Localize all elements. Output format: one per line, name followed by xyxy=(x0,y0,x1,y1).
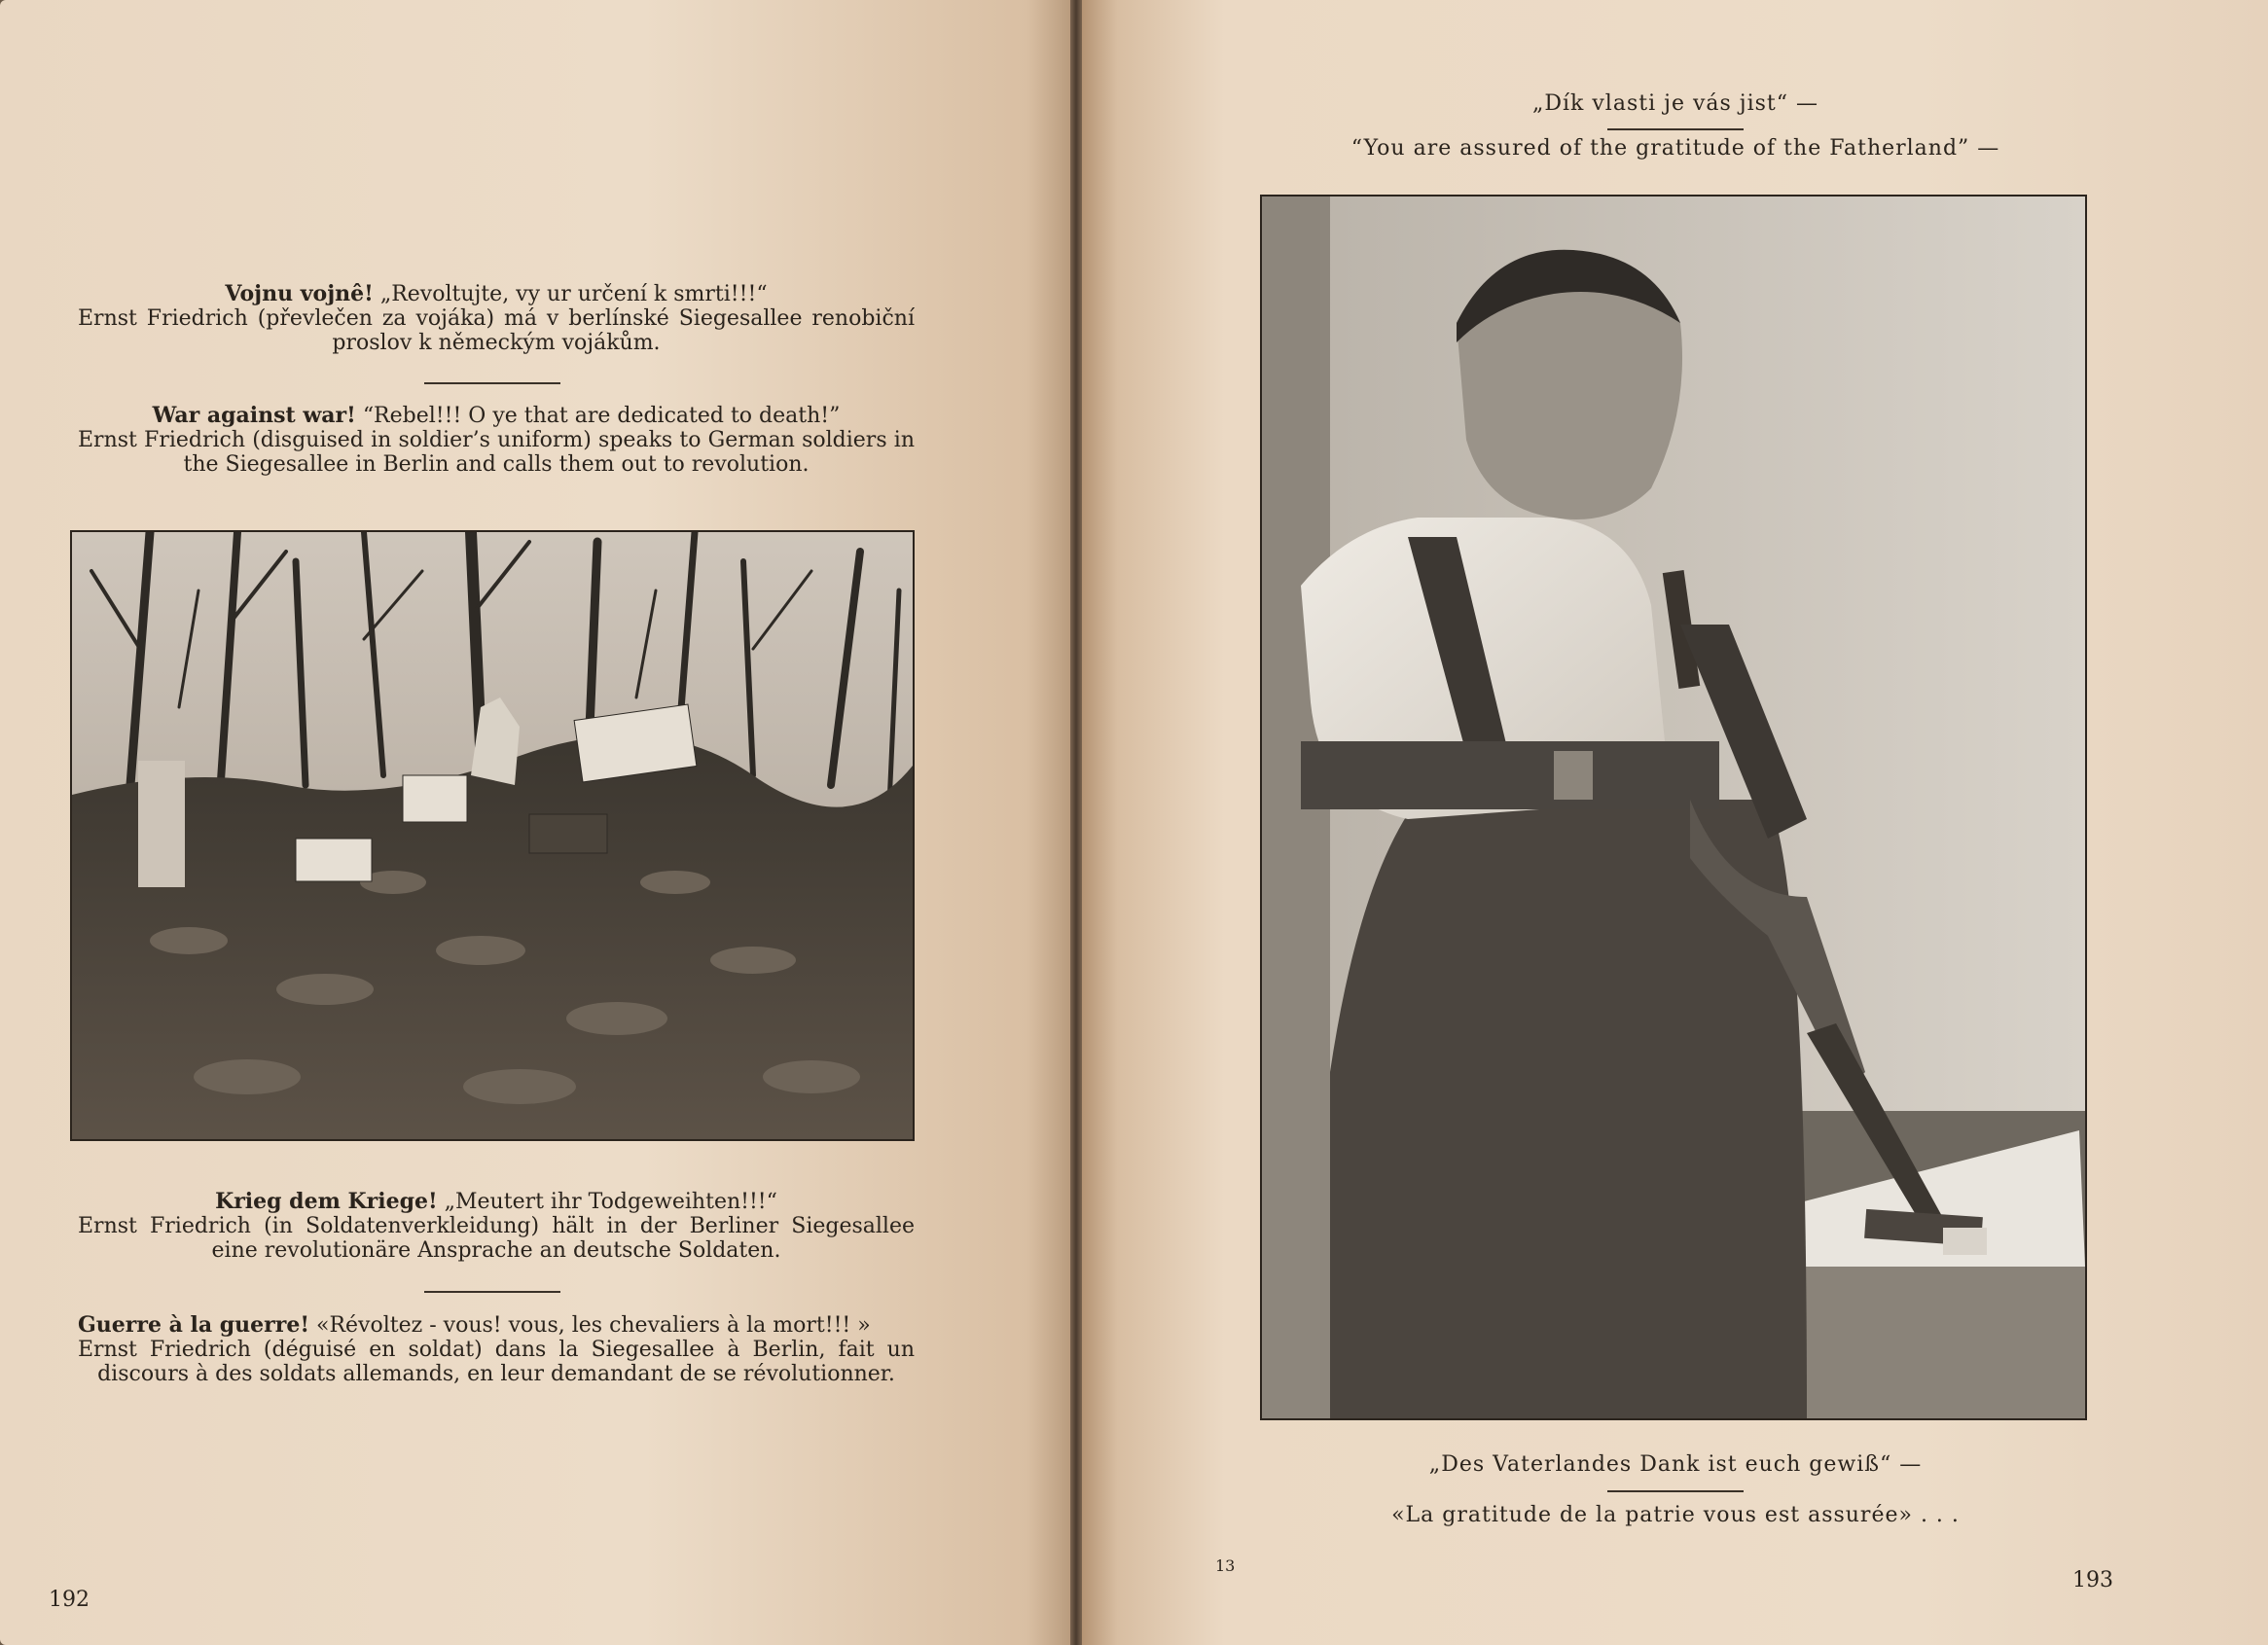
right-page xyxy=(1082,0,2268,1645)
header-czech: „Dík vlasti je vás jist“ — xyxy=(1531,91,1819,116)
crowd-photo xyxy=(70,530,915,1141)
caption-divider xyxy=(424,1291,560,1293)
german-title-bold: Krieg dem Kriege! xyxy=(215,1189,438,1214)
czech-title-rest: „Revoltujte, vy ur určení k smrti!!!“ xyxy=(379,282,768,306)
footer-german: „Des Vaterlandes Dank ist euch gewiß“ — xyxy=(1428,1452,1923,1477)
german-title xyxy=(78,1190,915,1214)
french-title-rest: «Révoltez - vous! vous, les chevaliers à la mort!!! » xyxy=(316,1313,871,1338)
page-number-right: 193 xyxy=(2072,1568,2113,1592)
footer-divider xyxy=(1607,1490,1744,1492)
english-title-rest: “Rebel!!! O ye that are dedicated to death!” xyxy=(362,404,841,428)
french-title xyxy=(78,1313,915,1338)
caption-divider xyxy=(424,382,560,384)
czech-caption xyxy=(78,282,915,355)
czech-title-bold: Vojnu vojnê! xyxy=(225,281,374,306)
page-number-left: 192 xyxy=(49,1588,90,1612)
header-divider xyxy=(1607,128,1744,130)
english-caption xyxy=(78,404,915,477)
french-title-bold: Guerre à la guerre! xyxy=(78,1312,310,1338)
english-title-bold: War against war! xyxy=(152,403,356,428)
czech-title xyxy=(78,282,915,306)
header-english: “You are assured of the gratitude of the Fatherland” — xyxy=(1350,136,2000,161)
veteran-photo xyxy=(1260,195,2087,1420)
german-body: Ernst Friedrich (in Soldatenverkleidung) hält in der Berliner Siegesallee eine revolutionäre Ansprache an deutsche Soldaten. xyxy=(78,1214,915,1263)
signature-mark: 13 xyxy=(1215,1556,1236,1575)
english-body: Ernst Friedrich (disguised in soldier’s uniform) speaks to German soldiers in the Siegesallee in Berlin and calls them out to revolution. xyxy=(78,428,915,477)
left-page xyxy=(0,0,1070,1645)
czech-body: Ernst Friedrich (převlečen za vojáka) má v berlínské Siegesallee renobiční proslov k německým vojákům. xyxy=(78,306,915,355)
french-body: Ernst Friedrich (déguisé en soldat) dans la Siegesallee à Berlin, fait un discours à des soldats allemands, en leur demandant de se révolutionner. xyxy=(78,1338,915,1386)
english-title xyxy=(78,404,915,428)
footer-french: «La gratitude de la patrie vous est assurée» . . . xyxy=(1391,1503,1960,1527)
german-title-rest: „Meutert ihr Todgeweihten!!!“ xyxy=(444,1190,777,1214)
sign-braunschweig xyxy=(403,775,467,822)
book-gutter xyxy=(1070,0,1082,1645)
german-caption xyxy=(78,1190,915,1263)
french-caption xyxy=(78,1313,915,1386)
